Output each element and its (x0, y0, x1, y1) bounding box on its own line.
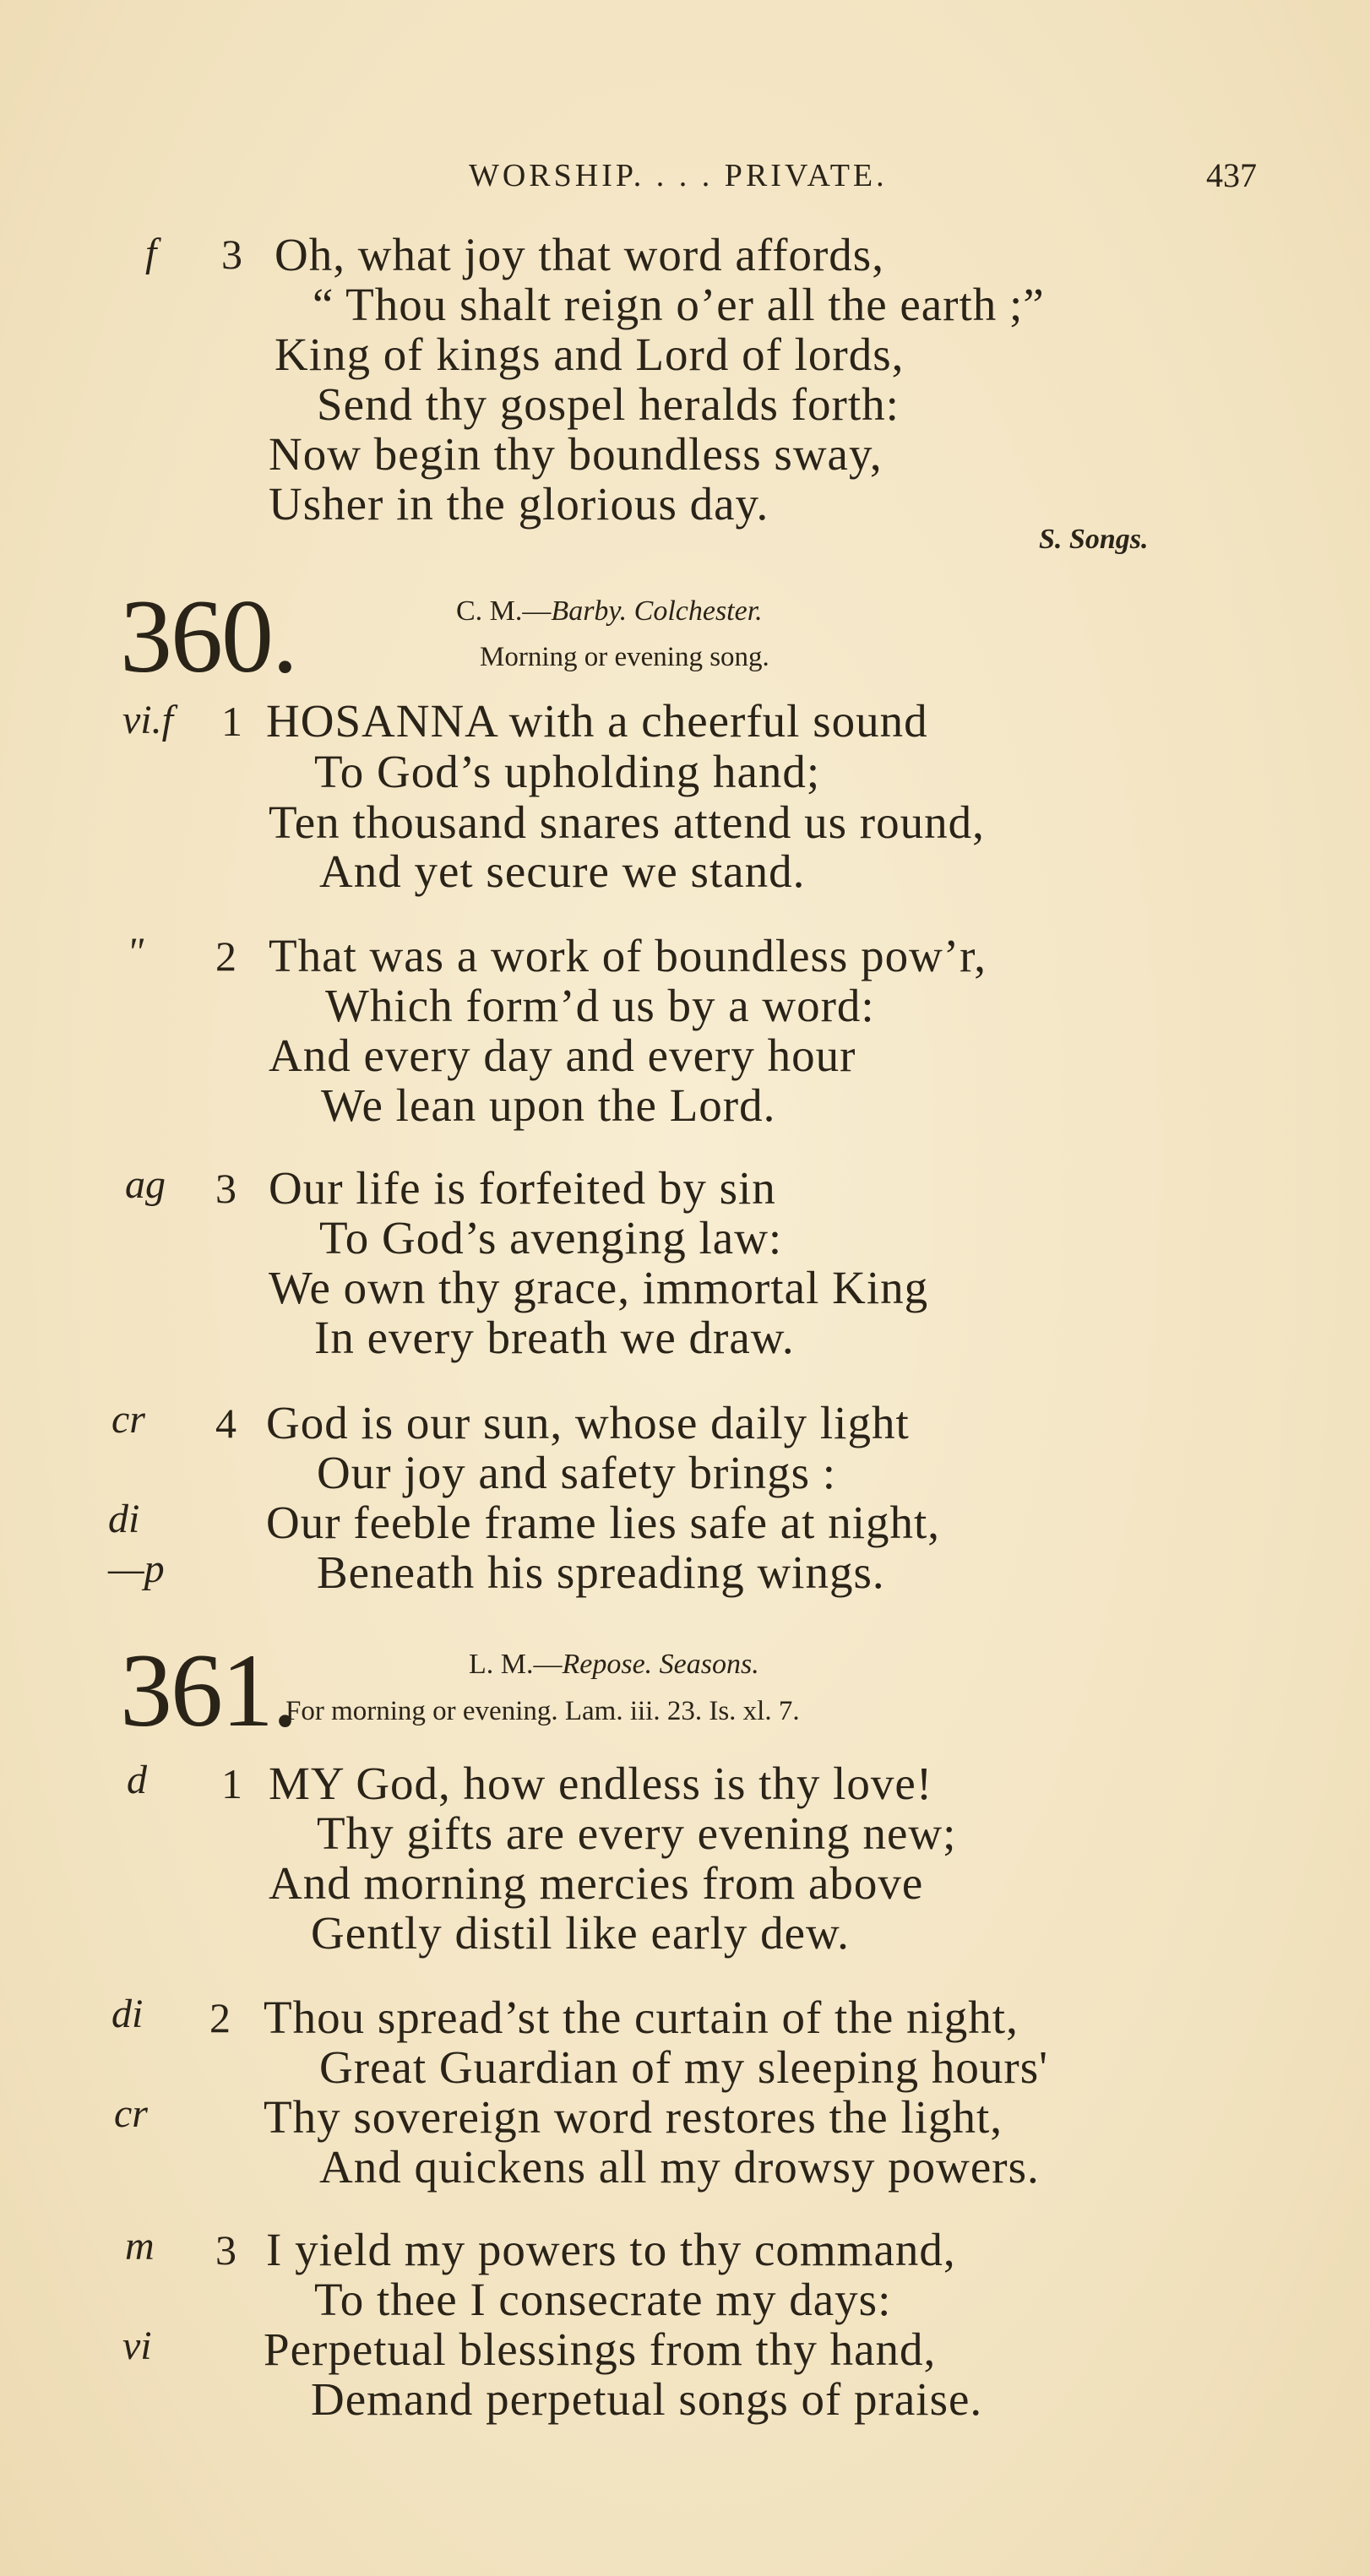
verse-line: Beneath his spreading wings. (317, 1546, 885, 1598)
verse-number: 2 (209, 1994, 231, 2041)
verse-line: Our life is forfeited by sin (269, 1162, 776, 1214)
verse-number: 4 (215, 1399, 236, 1447)
verse-line: God is our sun, whose daily light (266, 1397, 910, 1448)
verse-line: Our feeble frame lies safe at night, (266, 1497, 941, 1548)
verse-line: I yield my powers to thy command, (266, 2224, 956, 2275)
dynamic-mark: vi.f (122, 698, 173, 742)
verse-number: 3 (215, 2226, 236, 2274)
verse-line: And morning mercies from above (269, 1857, 924, 1909)
dynamic-mark: di (111, 1992, 144, 2036)
verse-line: And quickens all my drowsy powers. (319, 2141, 1040, 2193)
verse-line: We own thy grace, immortal King (269, 1262, 929, 1313)
hymn-number: 361. (120, 1633, 296, 1748)
verse-line: Our joy and safety brings : (317, 1447, 837, 1498)
verse-line: To God’s upholding hand; (314, 746, 821, 797)
dynamic-mark: ag (125, 1162, 166, 1207)
running-title: WORSHIP. . . . PRIVATE. (469, 158, 888, 193)
verse-line: Now begin thy boundless sway, (269, 428, 883, 480)
verse-line: Oh, what joy that word affords, (275, 229, 884, 280)
verse-line: “ Thou shalt reign o’er all the earth ;” (313, 279, 1045, 330)
hymn-meter-tunes (456, 595, 763, 628)
dynamic-mark: di (108, 1497, 140, 1541)
dynamic-mark: vi (122, 2323, 152, 2368)
verse-number: 2 (215, 932, 236, 980)
hymn-meter: L. M.— (469, 1649, 563, 1680)
dynamic-mark: d (127, 1758, 147, 1802)
dynamic-mark: " (127, 930, 144, 975)
hymn-meter-tunes (469, 1649, 759, 1681)
verse-line: To thee I consecrate my days: (314, 2274, 892, 2325)
hymn-number: 360. (120, 579, 296, 694)
verse-line: And every day and every hour (269, 1030, 856, 1081)
verse-line: In every breath we draw. (314, 1312, 795, 1363)
verse-line: HOSANNA with a cheerful sound (266, 695, 928, 747)
verse-line: Thou spread’st the curtain of the night, (264, 1992, 1019, 2043)
hymn-tunes: Repose. Seasons. (562, 1649, 759, 1680)
dynamic-mark: cr (111, 1397, 145, 1442)
dynamic-mark: f (145, 231, 157, 275)
verse-line: King of kings and Lord of lords, (275, 329, 905, 380)
verse-line: That was a work of boundless pow’r, (269, 930, 987, 981)
verse-line: Great Guardian of my sleeping hours' (319, 2041, 1049, 2093)
verse-number: 1 (221, 1760, 242, 1807)
verse-line: Usher in the glorious day. (269, 478, 769, 530)
attribution: S. Songs. (1039, 524, 1149, 555)
verse-line: We lean upon the Lord. (321, 1079, 776, 1131)
verse-line: Thy gifts are every evening new; (317, 1807, 957, 1859)
verse-number: 1 (221, 698, 242, 745)
verse-line: Demand perpetual songs of praise. (311, 2373, 983, 2425)
verse-line: Send thy gospel heralds forth: (317, 378, 900, 430)
verse-line: Perpetual blessings from thy hand, (264, 2323, 937, 2375)
verse-number: 3 (221, 231, 242, 278)
hymn-subject: Morning or evening song. (480, 642, 769, 672)
dynamic-mark: cr (114, 2091, 148, 2136)
dynamic-mark: —p (108, 1546, 165, 1591)
verse-line: Which form’d us by a word: (325, 980, 875, 1031)
verse-line: MY God, how endless is thy love! (269, 1758, 933, 1809)
hymn-tunes: Barby. Colchester. (551, 595, 763, 627)
verse-line: Thy sovereign word restores the light, (264, 2091, 1003, 2143)
verse-number: 3 (215, 1165, 236, 1212)
hymn-subject: For morning or evening. Lam. iii. 23. Is. xl. 7. (285, 1696, 800, 1726)
hymn-meter: C. M.— (456, 595, 552, 627)
verse-line: Gently distil like early dew. (311, 1907, 850, 1959)
verse-line: And yet secure we stand. (319, 845, 806, 897)
verse-line: To God’s avenging law: (319, 1212, 783, 1264)
verse-line: Ten thousand snares attend us round, (269, 796, 985, 848)
page-number: 437 (1206, 156, 1257, 194)
dynamic-mark: m (125, 2224, 155, 2269)
